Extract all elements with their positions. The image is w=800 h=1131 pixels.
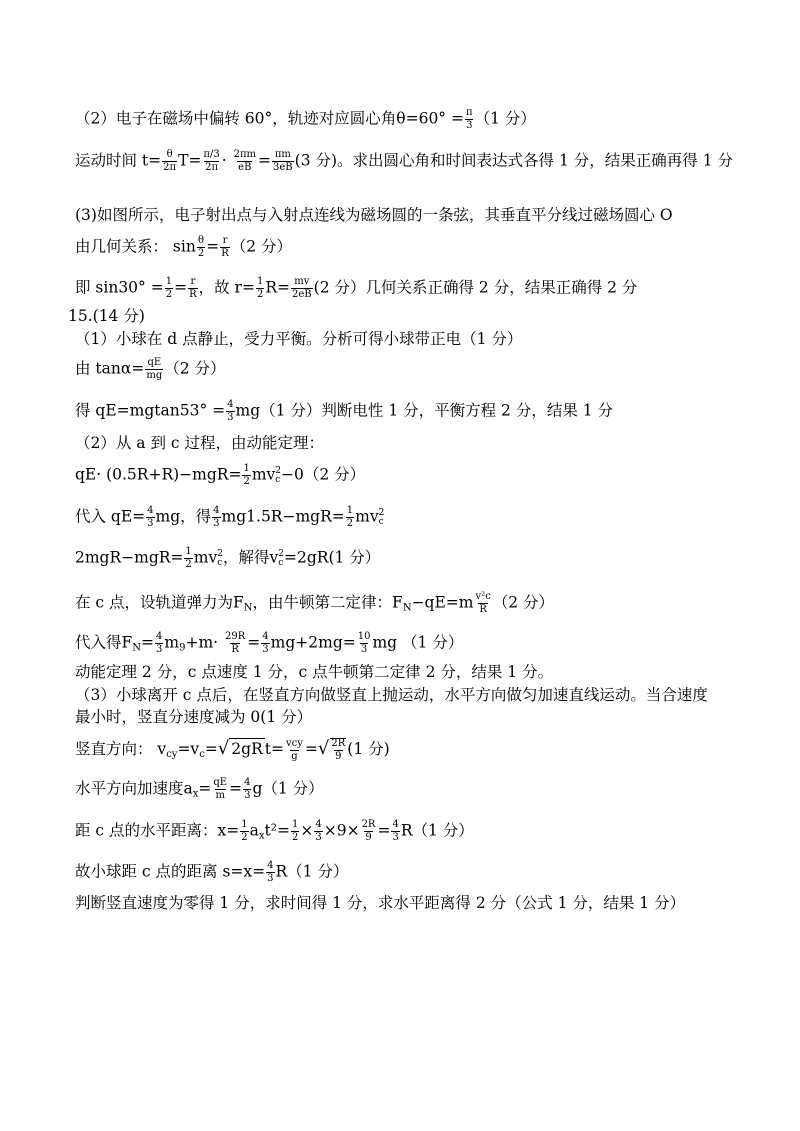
line-p2-time: 运动时间 t= $\frac{\theta}{2\pi}$ T= $\frac{\pi/3}{2\pi}$ · $\frac{2\pi m}{eB}$ = $\frac{\pi m}{3eB}$ (3 分)。求出圆心角和时间表达式各得 1 分，结果正确再得 1 分 (75, 149, 733, 173)
line-p3-result: 即 sin30° = $\frac{1}{2}$ = $\frac{r}{R}$ ，故 r= $\frac{1}{2}$ R= $\frac{mv}{2eB}$ (2 分）几何关系正确得 2 分，结果正确得 2 分 (75, 276, 638, 300)
line-p3-chord: (3)如图所示，电子射出点与入射点连线为磁场圆的一条弦，其垂直平分线过磁场圆心 O (75, 206, 673, 224)
line-s2-energy: qE· (0.5R+R)−mgR= $\frac{1}{2}$ mv 2 c −0（2 分） (75, 463, 366, 487)
line-s1-result: 得 qE=mgtan53° = $\frac{4}{3}$ mg（1 分）判断电性 1 分，平衡方程 2 分，结果 1 分 (75, 399, 614, 423)
line-s1-tan: 由 tanα= $\frac{qE}{mg}$ （2 分） (75, 357, 226, 381)
fraction: $\frac{\pi}{3}$ (465, 107, 473, 131)
line-s2-newton: 在 c 点，设轨道弹力为FN，由牛顿第二定律：FN−qE=m $\frac{\text{v²c}}{R}$ （2 分） (75, 591, 555, 615)
line-s2-scoring: 动能定理 2 分，c 点速度 1 分，c 点牛顿第二定律 2 分，结果 1 分。 (75, 663, 554, 681)
line-s3-scoring: 判断竖直速度为零得 1 分，求时间得 1 分，求水平距离得 2 分（公式 1 分，结果 1 分） (75, 894, 686, 912)
line-s3-motion: （3）小球离开 c 点后，在竖直方向做竖直上抛运动，水平方向做匀加速直线运动。当合速度 (75, 686, 708, 704)
line-s2-substitute: 代入 qE= $\frac{4}{3}$ mg，得 $\frac{4}{3}$ mg1.5R−mgR= $\frac{1}{2}$ mv 2 c (75, 505, 385, 529)
line-s3-final: 故小球距 c 点的距离 s=x= $\frac{4}{3}$ R（1 分） (75, 860, 349, 884)
question-15-title: 15.(14 分) (68, 307, 145, 325)
line-s1-charge: （1）小球在 d 点静止，受力平衡。分析可得小球带正电（1 分） (75, 330, 523, 348)
line-s2-fn: 代入得FN= $\frac{4}{3}$ m9+m· $\frac{29R}{R}$ = $\frac{4}{3}$ mg+2mg= $\frac{10}{3}$ mg （1 分） (75, 631, 464, 655)
line-s2-intro: （2）从 a 到 c 过程，由动能定理： (75, 434, 324, 452)
line-p2-angle: （2）电子在磁场中偏转 60°，轨迹对应圆心角θ=60° = $\frac{\pi}{3}$ （1 分） (75, 107, 536, 131)
line-s2-solve: 2mgR−mgR= $\frac{1}{2}$ mv 2 c ，解得v 2 c =2gR(1 分） (75, 546, 381, 570)
line-s3-vertical: 竖直方向： vcy=vc=√ 2gR t= vcy g =√ $\frac{2R}{9}$ (1 分) (75, 737, 390, 762)
line-s3-accel: 水平方向加速度ax= $\frac{qE}{m}$ = $\frac{4}{3}$ g（1 分） (75, 777, 324, 801)
line-p3-geometry: 由几何关系： sin $\frac{\theta}{2}$ = $\frac{r}{R}$ （2 分） (75, 235, 293, 259)
line-s3-min: 最小时，竖直分速度减为 0(1 分） (75, 708, 313, 726)
line-s3-distance: 距 c 点的水平距离：x= $\frac{1}{2}$ axt²= $\frac{1}{2}$ × $\frac{4}{3}$ ×9× $\frac{2R}{9}$ = $\frac{4}{3}$ R（1 分） (75, 819, 474, 843)
